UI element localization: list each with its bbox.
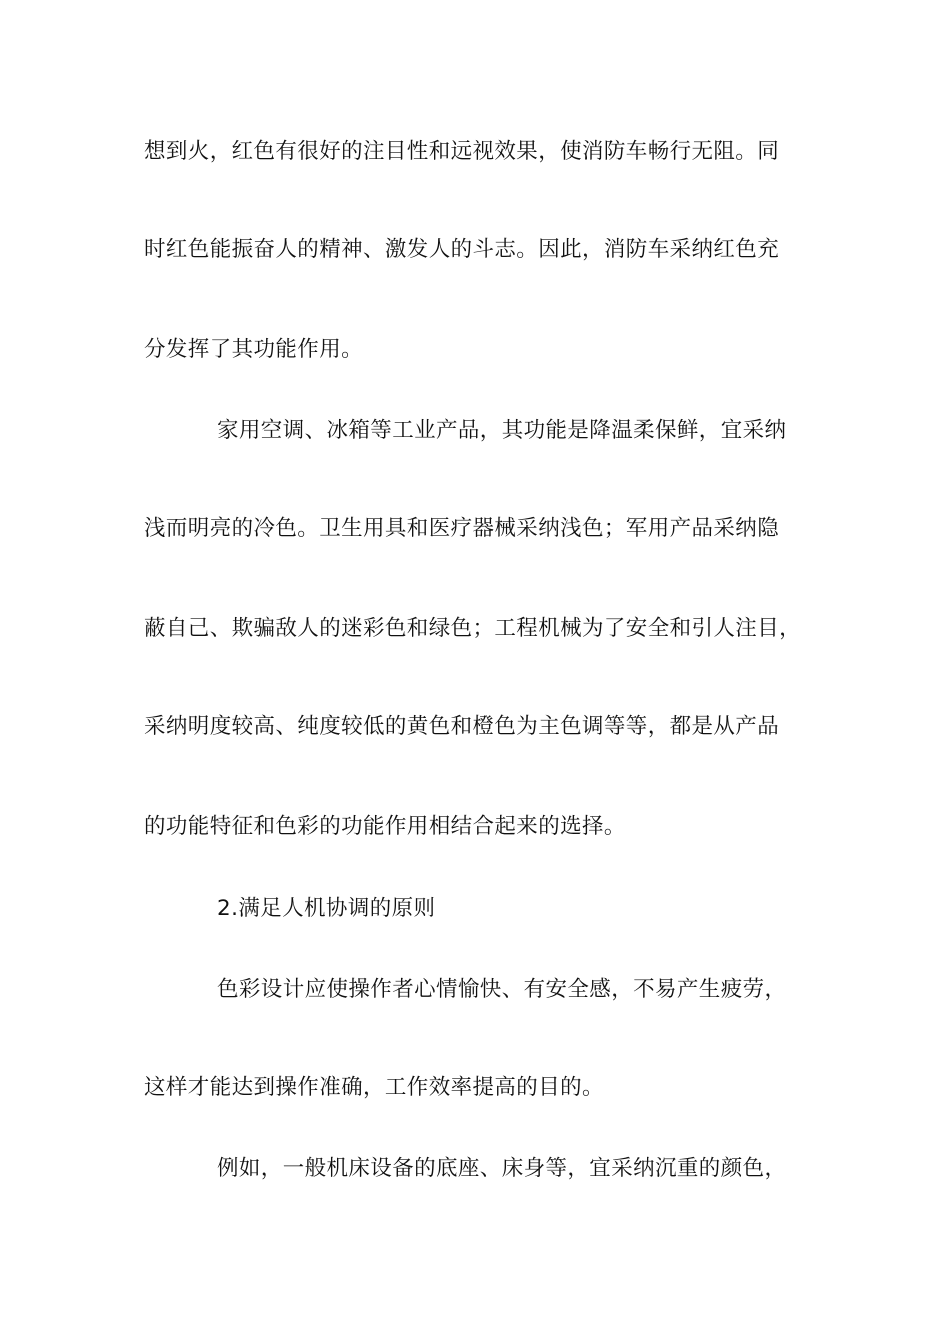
paragraph-line: 想到火，红色有很好的注目性和远视效果，使消防车畅行无阻。同 bbox=[144, 139, 780, 164]
paragraph-line: 色彩设计应使操作者心情愉快、有安全感，不易产生疲劳， bbox=[217, 977, 787, 1002]
section-heading: 2.满足人机协调的原则 bbox=[217, 896, 436, 921]
paragraph-line: 时红色能振奋人的精神、激发人的斗志。因此，消防车采纳红色充 bbox=[144, 237, 780, 262]
paragraph-line: 浅而明亮的冷色。卫生用具和医疗器械采纳浅色；军用产品采纳隐 bbox=[144, 516, 780, 541]
paragraph-line: 分发挥了其功能作用。 bbox=[144, 337, 364, 362]
paragraph-line: 采纳明度较高、纯度较低的黄色和橙色为主色调等等，都是从产品 bbox=[144, 714, 780, 739]
paragraph-line: 的功能特征和色彩的功能作用相结合起来的选择。 bbox=[144, 814, 626, 839]
paragraph-line: 例如，一般机床设备的底座、床身等，宜采纳沉重的颜色， bbox=[217, 1156, 787, 1181]
paragraph-line: 蔽自己、欺骗敌人的迷彩色和绿色；工程机械为了安全和引人注目， bbox=[144, 616, 802, 641]
paragraph-line: 这样才能达到操作准确，工作效率提高的目的。 bbox=[144, 1075, 604, 1100]
paragraph-line: 家用空调、冰箱等工业产品，其功能是降温柔保鲜，宜采纳 bbox=[217, 418, 787, 443]
